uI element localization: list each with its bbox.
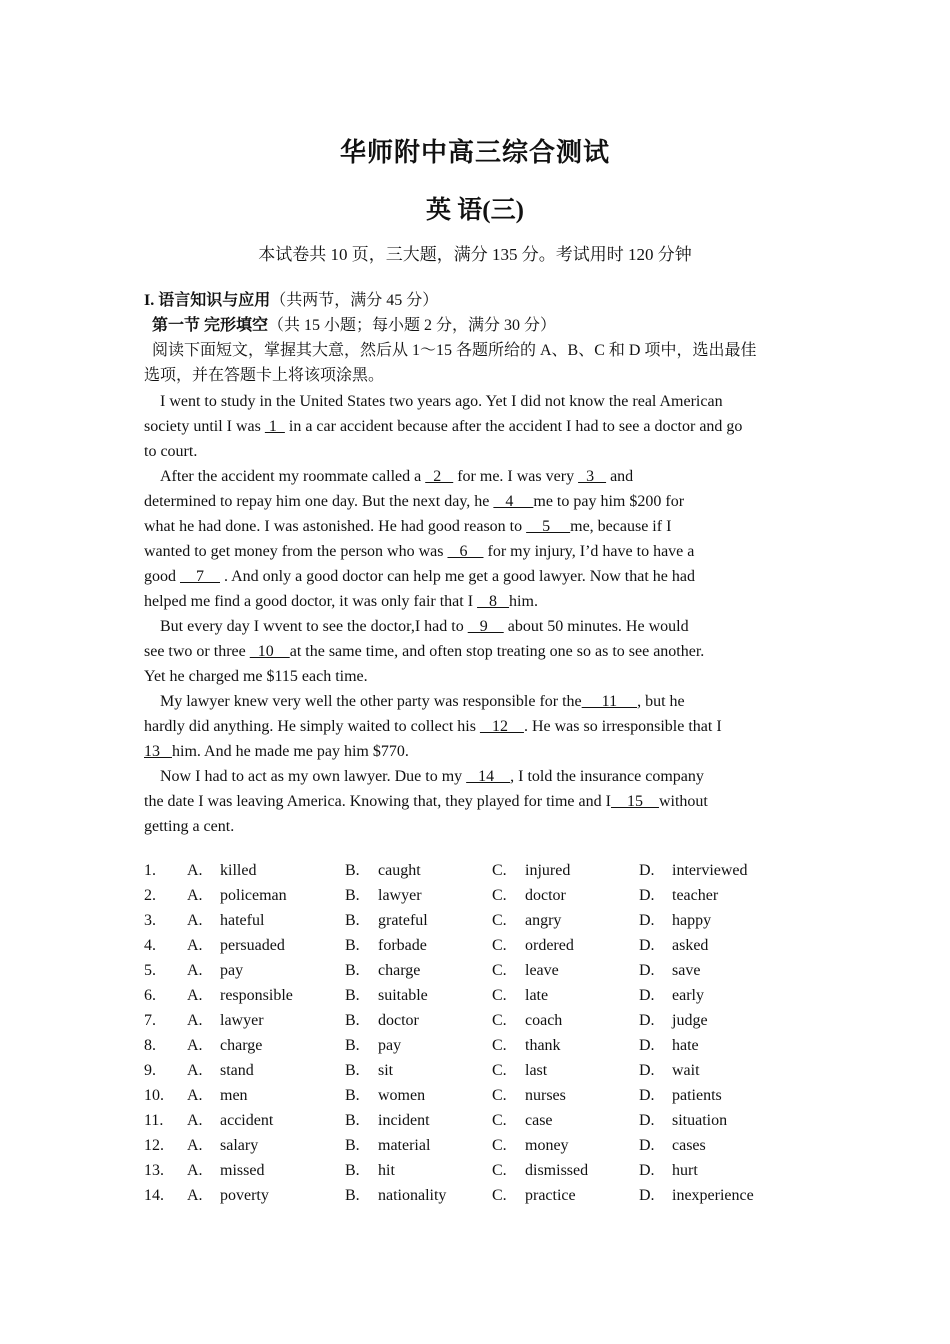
passage-text: me to pay him $200 for [533, 493, 685, 510]
passage-text: hardly did anything. He simply waited to collect his [144, 718, 480, 735]
passage-text: about 50 minutes. He would [503, 618, 689, 635]
option-letter: B. [345, 1037, 360, 1054]
blank-4: 4 [493, 493, 534, 510]
question-number: 2. [144, 887, 156, 904]
option-text: material [378, 1137, 431, 1154]
question-row [144, 987, 804, 1012]
option-letter: B. [345, 987, 360, 1004]
option-text: grateful [378, 912, 428, 929]
passage-text: , I told the insurance company [510, 768, 704, 785]
option-letter: C. [492, 1037, 507, 1054]
passage-text: for me. I was very [453, 468, 579, 485]
option-letter: D. [639, 1162, 655, 1179]
passage-text: good [144, 568, 180, 585]
passage-text: After the accident my roommate called a [160, 468, 426, 485]
passage-line: I went to study in the United States two years ago. Yet I did not know the real American [160, 393, 723, 410]
passage-text: for my injury, I’d have to have a [483, 543, 695, 560]
section-header [144, 288, 804, 388]
option-text: responsible [220, 987, 293, 1004]
question-row [144, 1087, 804, 1112]
option-letter: C. [492, 1012, 507, 1029]
question-number: 6. [144, 987, 156, 1004]
option-text: teacher [672, 887, 719, 904]
option-letter: D. [639, 937, 655, 954]
option-letter: C. [492, 912, 507, 929]
passage-text: the date I was leaving America. Knowing that, they played for time and I [144, 793, 611, 810]
question-number: 12. [144, 1137, 164, 1154]
option-text: doctor [525, 887, 566, 904]
option-text: save [672, 962, 701, 979]
option-letter: B. [345, 862, 360, 879]
option-letter: A. [187, 1037, 203, 1054]
option-text: angry [525, 912, 562, 929]
school-title: 华师附中高三综合测试 [339, 138, 610, 167]
passage-text: me, because if I [570, 518, 672, 535]
passage-text: . He was so irresponsible that I [523, 718, 722, 735]
sub-note: （共 15 小题；每小题 2 分，满分 30 分） [268, 317, 557, 334]
option-letter: C. [492, 1162, 507, 1179]
passage-text: helped me find a good doctor, it was only fair that I [144, 593, 478, 610]
passage-text: determined to repay him one day. But the next day, he [144, 493, 494, 510]
option-text: nationality [378, 1187, 447, 1204]
option-text: injured [525, 862, 571, 879]
option-text: early [672, 987, 704, 1004]
option-text: policeman [220, 887, 287, 904]
option-letter: C. [492, 962, 507, 979]
option-letter: C. [492, 862, 507, 879]
passage-text: and [606, 468, 634, 485]
option-text: forbade [378, 937, 427, 954]
option-letter: D. [639, 862, 655, 879]
option-text: hurt [672, 1162, 698, 1179]
part-note: （共两节，满分 45 分） [270, 292, 439, 309]
passage-text: without [658, 793, 708, 810]
instruction-line: 选项，并在答题卡上将该项涂黑。 [144, 367, 385, 384]
blank-3: 3 [578, 468, 607, 485]
blank-9: 9 [467, 618, 504, 635]
option-text: pay [378, 1037, 402, 1054]
exam-info: 本试卷共 10 页，三大题，满分 135 分。考试用时 120 分钟 [258, 245, 692, 264]
question-row [144, 1037, 804, 1062]
question-row [144, 887, 804, 912]
option-letter: B. [345, 937, 360, 954]
blank-14: 14 [466, 768, 511, 785]
passage-text: at the same time, and often stop treating one so as to see another. [289, 643, 705, 660]
option-letter: B. [345, 1162, 360, 1179]
option-text: suitable [378, 987, 428, 1004]
option-letter: B. [345, 912, 360, 929]
blank-12: 12 [479, 718, 524, 735]
blank-6: 6 [447, 543, 484, 560]
blank-13: 13 [144, 743, 172, 760]
option-text: interviewed [672, 862, 748, 879]
blank-11: 11 [581, 693, 638, 710]
question-number: 8. [144, 1037, 156, 1054]
option-letter: D. [639, 1187, 655, 1204]
option-letter: C. [492, 1087, 507, 1104]
option-text: money [525, 1137, 569, 1154]
question-row [144, 1137, 804, 1162]
passage-text: , but he [637, 693, 685, 710]
question-number: 4. [144, 937, 156, 954]
option-letter: B. [345, 1112, 360, 1129]
option-text: wait [672, 1062, 700, 1079]
question-number: 9. [144, 1062, 156, 1079]
option-text: happy [672, 912, 712, 929]
sub-label: 第一节 完形填空 [152, 317, 269, 334]
option-letter: B. [345, 1137, 360, 1154]
option-letter: C. [492, 987, 507, 1004]
option-letter: A. [187, 862, 203, 879]
option-text: late [525, 987, 549, 1004]
option-text: incident [378, 1112, 430, 1129]
passage-text: what he had done. I was astonished. He had good reason to [144, 518, 527, 535]
question-row [144, 862, 804, 887]
subject-title: 英 语(三) [426, 197, 524, 224]
passage-text: in a car accident because after the accident I had to see a doctor and go [284, 418, 743, 435]
question-number: 11. [144, 1112, 164, 1129]
option-text: coach [525, 1012, 563, 1029]
option-letter: D. [639, 1062, 655, 1079]
option-text: case [525, 1112, 553, 1129]
option-letter: B. [345, 962, 360, 979]
blank-1: 1 [264, 418, 285, 435]
blank-8: 8 [477, 593, 510, 610]
passage-line: to court. [144, 443, 198, 460]
option-text: caught [378, 862, 421, 879]
question-number: 3. [144, 912, 156, 929]
option-letter: D. [639, 1037, 655, 1054]
option-letter: A. [187, 1087, 203, 1104]
option-letter: A. [187, 912, 203, 929]
option-text: inexperience [672, 1187, 754, 1204]
passage-text: . And only a good doctor can help me get a good lawyer. Now that he had [220, 568, 695, 585]
passage-text: society until I was [144, 418, 265, 435]
option-text: stand [220, 1062, 254, 1079]
option-text: killed [220, 862, 257, 879]
option-text: asked [672, 937, 709, 954]
question-row [144, 912, 804, 937]
passage-line: Yet he charged me $115 each time. [144, 668, 368, 685]
option-letter: C. [492, 1137, 507, 1154]
option-letter: C. [492, 887, 507, 904]
question-number: 10. [144, 1087, 164, 1104]
answer-options [144, 862, 804, 1212]
option-text: practice [525, 1187, 576, 1204]
passage-text: him. [509, 593, 538, 610]
passage-text: Now I had to act as my own lawyer. Due to my [160, 768, 467, 785]
option-text: cases [672, 1137, 706, 1154]
option-letter: B. [345, 1187, 360, 1204]
cloze-passage [144, 389, 804, 839]
question-number: 13. [144, 1162, 164, 1179]
option-letter: D. [639, 1087, 655, 1104]
option-text: situation [672, 1112, 728, 1129]
option-letter: B. [345, 1062, 360, 1079]
option-text: charge [378, 962, 421, 979]
option-letter: A. [187, 1137, 203, 1154]
question-row [144, 1187, 804, 1212]
blank-15: 15 [610, 793, 659, 810]
option-text: pay [220, 962, 244, 979]
option-letter: A. [187, 1112, 203, 1129]
option-text: women [378, 1087, 426, 1104]
option-text: ordered [525, 937, 574, 954]
option-text: salary [220, 1137, 259, 1154]
passage-text: My lawyer knew very well the other party was responsible for the [160, 693, 582, 710]
part-label: I. 语言知识与应用 [144, 292, 271, 309]
passage-text: him. And he made me pay him $770. [172, 743, 409, 760]
option-letter: B. [345, 887, 360, 904]
option-letter: A. [187, 962, 203, 979]
question-row [144, 1112, 804, 1137]
option-letter: B. [345, 1012, 360, 1029]
option-text: dismissed [525, 1162, 589, 1179]
question-row [144, 1062, 804, 1087]
question-number: 14. [144, 1187, 164, 1204]
option-letter: C. [492, 937, 507, 954]
option-letter: A. [187, 987, 203, 1004]
question-row [144, 962, 804, 987]
option-text: patients [672, 1087, 722, 1104]
option-text: sit [378, 1062, 394, 1079]
option-text: leave [525, 962, 559, 979]
option-letter: D. [639, 1112, 655, 1129]
question-row [144, 937, 804, 962]
question-number: 1. [144, 862, 156, 879]
blank-7: 7 [180, 568, 220, 585]
option-letter: D. [639, 987, 655, 1004]
option-letter: A. [187, 1012, 203, 1029]
option-text: thank [525, 1037, 561, 1054]
question-number: 7. [144, 1012, 156, 1029]
option-text: persuaded [220, 937, 285, 954]
question-number: 5. [144, 962, 156, 979]
instruction-line: 阅读下面短文，掌握其大意，然后从 1～15 各题所给的 A、B、C 和 D 项中，选出最佳 [152, 342, 757, 359]
option-text: nurses [525, 1087, 566, 1104]
option-text: doctor [378, 1012, 419, 1029]
option-letter: B. [345, 1087, 360, 1104]
option-letter: A. [187, 887, 203, 904]
option-text: lawyer [220, 1012, 264, 1029]
option-letter: C. [492, 1062, 507, 1079]
blank-10: 10 [249, 643, 290, 660]
option-letter: C. [492, 1187, 507, 1204]
option-text: judge [672, 1012, 708, 1029]
option-letter: A. [187, 1162, 203, 1179]
option-text: men [220, 1087, 248, 1104]
option-letter: D. [639, 912, 655, 929]
option-text: last [525, 1062, 548, 1079]
option-text: missed [220, 1162, 265, 1179]
option-text: poverty [220, 1187, 269, 1204]
option-text: hate [672, 1037, 699, 1054]
option-letter: D. [639, 887, 655, 904]
option-letter: D. [639, 1137, 655, 1154]
option-text: charge [220, 1037, 263, 1054]
passage-text: But every day I wvent to see the doctor,I had to [160, 618, 468, 635]
blank-5: 5 [526, 518, 571, 535]
option-letter: A. [187, 1187, 203, 1204]
option-text: hateful [220, 912, 265, 929]
blank-2: 2 [425, 468, 454, 485]
question-row [144, 1162, 804, 1187]
passage-line: getting a cent. [144, 818, 235, 835]
passage-text: see two or three [144, 643, 250, 660]
option-letter: C. [492, 1112, 507, 1129]
option-letter: D. [639, 1012, 655, 1029]
passage-text: wanted to get money from the person who was [144, 543, 448, 560]
option-letter: A. [187, 937, 203, 954]
option-text: hit [378, 1162, 395, 1179]
option-text: accident [220, 1112, 274, 1129]
question-row [144, 1012, 804, 1037]
option-letter: A. [187, 1062, 203, 1079]
option-text: lawyer [378, 887, 422, 904]
option-letter: D. [639, 962, 655, 979]
